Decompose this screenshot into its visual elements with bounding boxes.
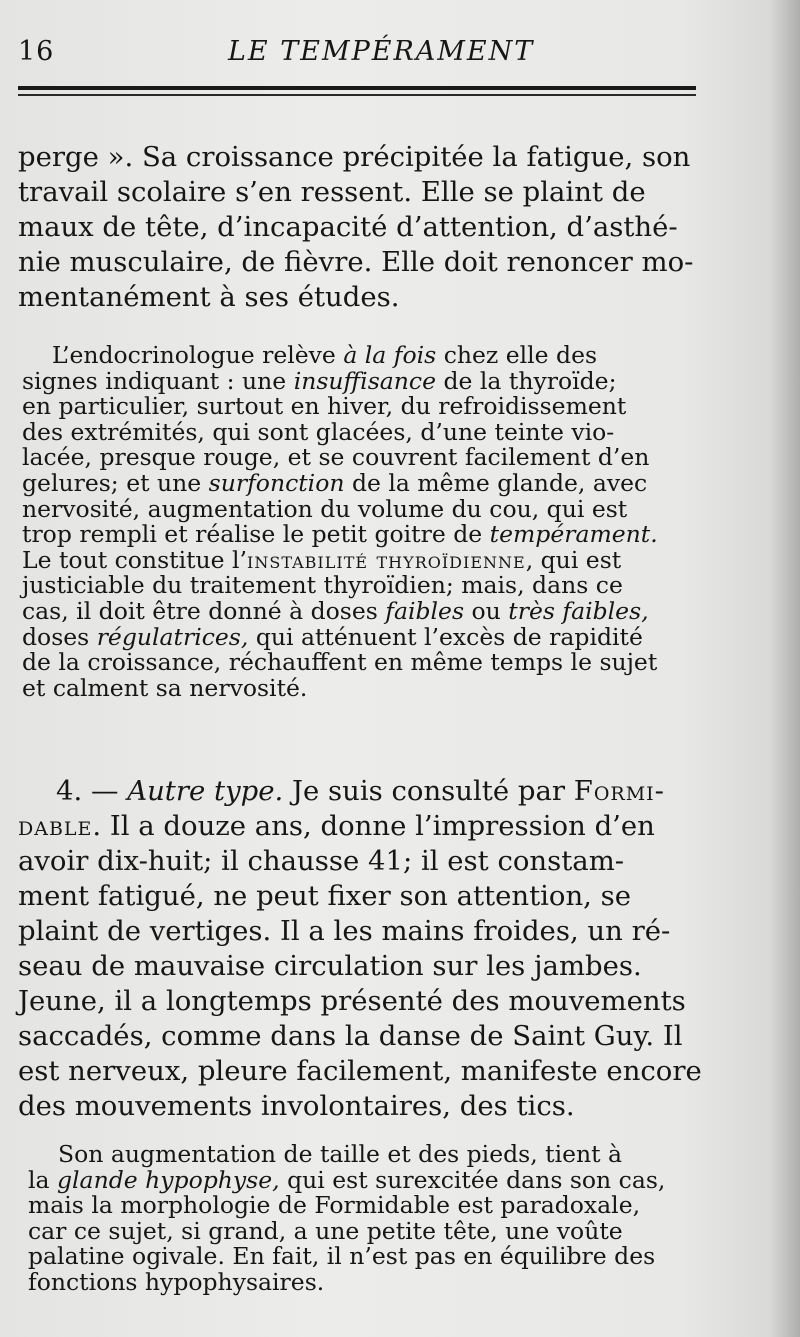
page-number: 16: [18, 36, 55, 67]
text-line: justiciable du traitement thyroïdien; mais, dans ce: [22, 571, 623, 600]
text-line: cas, il doit être donné à doses faibles ou très faibles,: [22, 596, 649, 625]
text-line: trop rempli et réalise le petit goitre de tempérament.: [22, 520, 658, 549]
text-line: 4. — Autre type. Je suis consulté par Formi-: [56, 775, 665, 807]
header-rule-thin: [18, 94, 696, 96]
text-line: gelures; et une surfonction de la même glande, avec: [22, 468, 648, 497]
text-line: palatine ogivale. En fait, il n’est pas en équilibre des: [28, 1242, 656, 1271]
text-line: des mouvements involontaires, des tics.: [18, 1090, 575, 1122]
paragraph-2: [22, 343, 700, 701]
text-line: Son augmentation de taille et des pieds, tient à: [58, 1140, 623, 1168]
header-rule-thick: [18, 86, 696, 90]
text-line: mais la morphologie de Formidable est paradoxale,: [28, 1191, 641, 1220]
text-line: lacée, presque rouge, et se couvrent facilement d’en: [22, 443, 650, 472]
text-line: avoir dix-huit; il chausse 41; il est constam-: [18, 845, 625, 877]
text-line: car ce sujet, si grand, a une petite tête, une voûte: [28, 1216, 623, 1245]
text-line: en particulier, surtout en hiver, du refroidissement: [22, 392, 627, 421]
text-line: Jeune, il a longtemps présenté des mouvements: [18, 985, 686, 1017]
text-line: nie musculaire, de fièvre. Elle doit renoncer mo-: [18, 246, 694, 278]
text-line: de la croissance, réchauffent en même temps le sujet: [22, 648, 658, 677]
text-line: saccadés, comme dans la danse de Saint Guy. Il: [18, 1020, 683, 1052]
text-line: L’endocrinologue relève à la fois chez elle des: [52, 341, 598, 369]
text-line: plaint de vertiges. Il a les mains froides, un ré-: [18, 915, 671, 947]
text-line: signes indiquant : une insuffisance de la thyroïde;: [22, 366, 617, 395]
text-line: travail scolaire s’en ressent. Elle se plaint de: [18, 176, 646, 208]
text-line: mentanément à ses études.: [18, 281, 400, 313]
page-header: [18, 36, 698, 70]
text-line: Le tout constitue l’instabilité thyroïdienne, qui est: [22, 545, 622, 574]
text-line: et calment sa nervosité.: [22, 673, 308, 702]
paragraph-1: [18, 140, 700, 315]
running-title: LE TEMPÉRAMENT: [228, 36, 535, 67]
text-line: dable. Il a douze ans, donne l’impression d’en: [18, 810, 655, 842]
text-line: maux de tête, d’incapacité d’attention, d’asthé-: [18, 211, 678, 243]
text-line: des extrémités, qui sont glacées, d’une teinte vio-: [22, 417, 615, 446]
paragraph-4: [28, 1142, 708, 1296]
text-line: est nerveux, pleure facilement, manifeste encore: [18, 1055, 702, 1087]
text-line: ment fatigué, ne peut fixer son attention, se: [18, 880, 632, 912]
text-line: perge ». Sa croissance précipitée la fatigue, son: [18, 141, 691, 173]
paragraph-3: [18, 774, 700, 1124]
text-line: nervosité, augmentation du volume du cou, qui est: [22, 494, 628, 523]
text-line: la glande hypophyse, qui est surexcitée dans son cas,: [28, 1165, 666, 1194]
text-line: seau de mauvaise circulation sur les jambes.: [18, 950, 642, 982]
text-line: fonctions hypophysaires.: [28, 1267, 325, 1296]
text-line: doses régulatrices, qui atténuent l’excès de rapidité: [22, 622, 643, 651]
page-spine-shadow: [770, 0, 800, 1337]
